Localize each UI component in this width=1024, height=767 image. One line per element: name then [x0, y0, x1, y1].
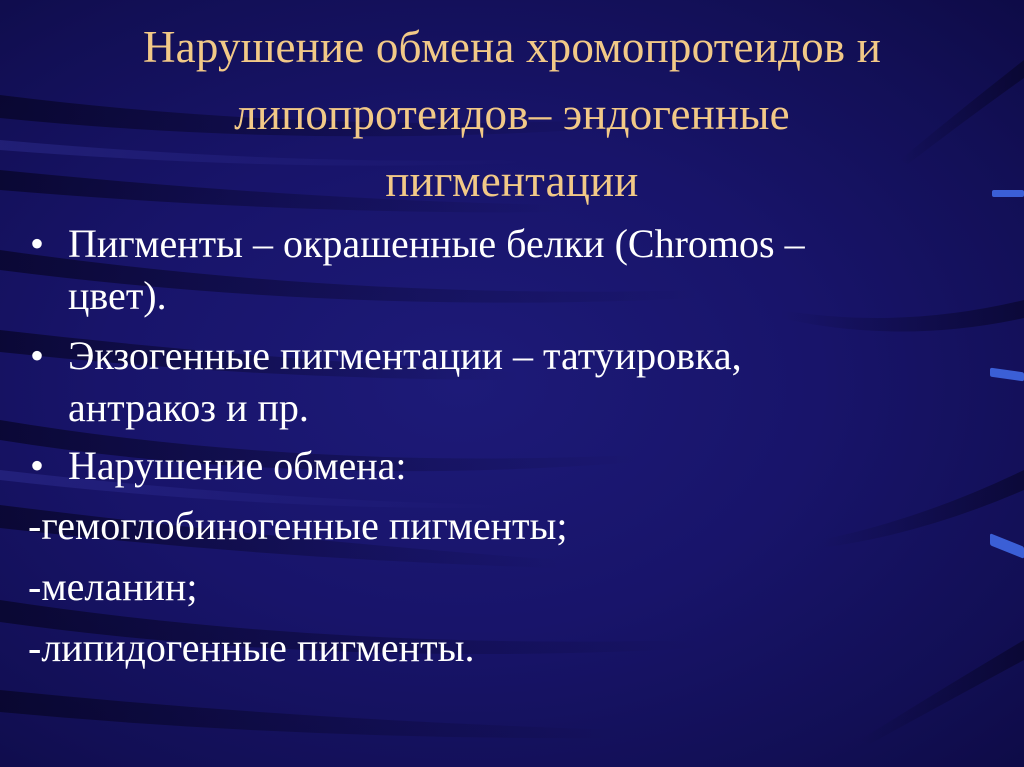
dash-item-hemoglobinogenic: -гемоглобиногенные пигменты;	[28, 503, 568, 548]
bullet-item-exogenous	[30, 330, 742, 434]
title-line-2: липопротеидов– эндогенные	[234, 89, 790, 139]
bullet-text-line-1: Экзогенные пигментации – татуировка,	[68, 333, 742, 378]
title-line-3: пигментации	[385, 156, 639, 206]
bullet-dot: •	[30, 221, 45, 266]
bullet-text-line-1: Нарушение обмена:	[68, 443, 407, 488]
title-line-1: Нарушение обмена хромопротеидов и	[142, 22, 881, 72]
slide-title	[30, 14, 994, 215]
bullet-text-line-1: Пигменты – окрашенные белки (Chromos –	[68, 221, 805, 266]
bullet-text-line-2: антракоз и пр.	[68, 385, 309, 430]
dash-item-melanin: -меланин;	[28, 564, 198, 609]
bullet-item-metabolism	[30, 440, 407, 492]
bullet-item-pigments	[30, 218, 805, 322]
dash-item-lipidogenic: -липидогенные пигменты.	[28, 625, 475, 670]
bullet-dot: •	[30, 333, 45, 378]
bullet-text-line-2: цвет).	[68, 273, 167, 318]
right-edge-dash-1	[992, 190, 1024, 197]
bullet-dot: •	[30, 443, 45, 488]
